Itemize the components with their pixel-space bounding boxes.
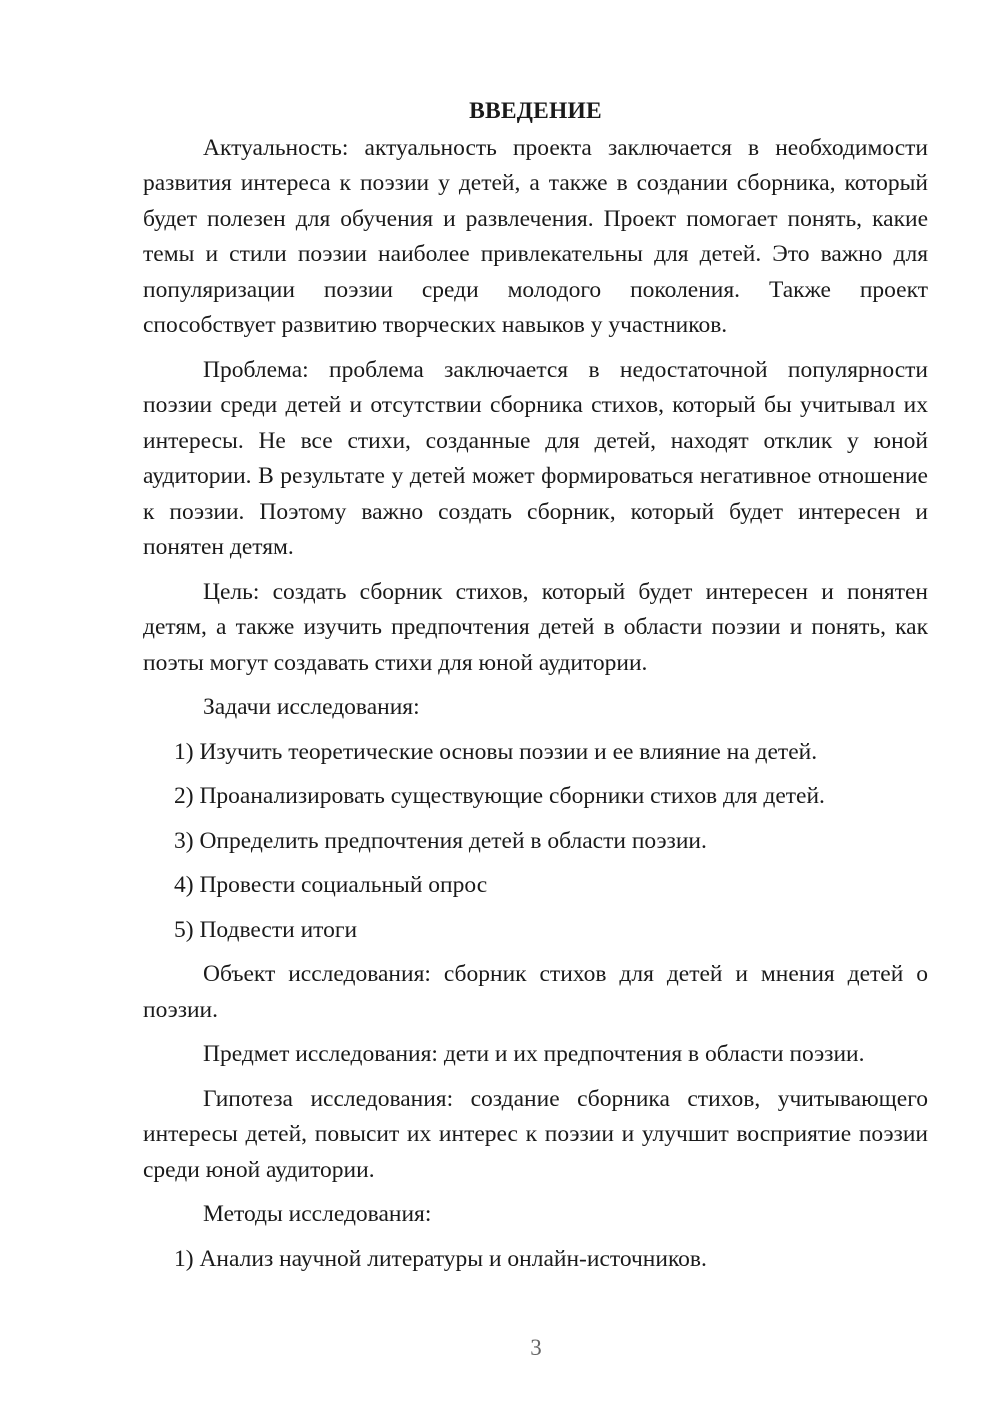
task-item: 2) Проанализировать существующие сборники стихов для детей. — [174, 783, 825, 809]
method-item: 1) Анализ научной литературы и онлайн-источников. — [174, 1245, 707, 1272]
tasks-heading: Задачи исследования: — [203, 694, 420, 720]
paragraph-problem: Проблема: проблема заключается в недостаточной популярности поэзии среди детей и отсутствии сборника стихов, который бы учитывал их интересы. Не все стихи, созданные для детей, находят отклик у юной аудитории. В результате у детей может формироваться негативное отношение к поэзии. Поэтому важно создать сборник, который будет интересен и понятен детям. — [143, 356, 928, 560]
page-content — [143, 94, 928, 1277]
paragraph-hypothesis: Гипотеза исследования: создание сборника стихов, учитывающего интересы детей, повысит их интерес к поэзии и улучшит восприятие поэзии среди юной аудитории. — [143, 1085, 928, 1183]
methods-heading: Методы исследования: — [203, 1201, 432, 1227]
page-number: 3 — [530, 1335, 542, 1360]
page-title: ВВЕДЕНИЕ — [469, 98, 602, 124]
paragraph-object: Объект исследования: сборник стихов для детей и мнения детей о поэзии. — [143, 961, 928, 1023]
task-item: 1) Изучить теоретические основы поэзии и ее влияние на детей. — [174, 738, 818, 765]
task-item: 5) Подвести итоги — [174, 916, 358, 943]
paragraph-actuality: Актуальность: актуальность проекта заключается в необходимости развития интереса к поэзии у детей, а также в создании сборника, который будет полезен для обучения и развлечения. Проект помогает понять, какие темы и стили поэзии наиболее привлекательны для детей. Это важно для популяризации поэзии среди молодого поколения. Также проект способствует развитию творческих навыков у участников. — [143, 134, 928, 338]
task-item: 4) Провести социальный опрос — [174, 872, 488, 898]
paragraph-subject: Предмет исследования: дети и их предпочтения в области поэзии. — [203, 1041, 865, 1067]
paragraph-goal: Цель: создать сборник стихов, который будет интересен и понятен детям, а также изучить предпочтения детей в области поэзии и понять, как поэты могут создавать стихи для юной аудитории. — [143, 578, 928, 676]
task-item: 3) Определить предпочтения детей в области поэзии. — [174, 827, 707, 854]
